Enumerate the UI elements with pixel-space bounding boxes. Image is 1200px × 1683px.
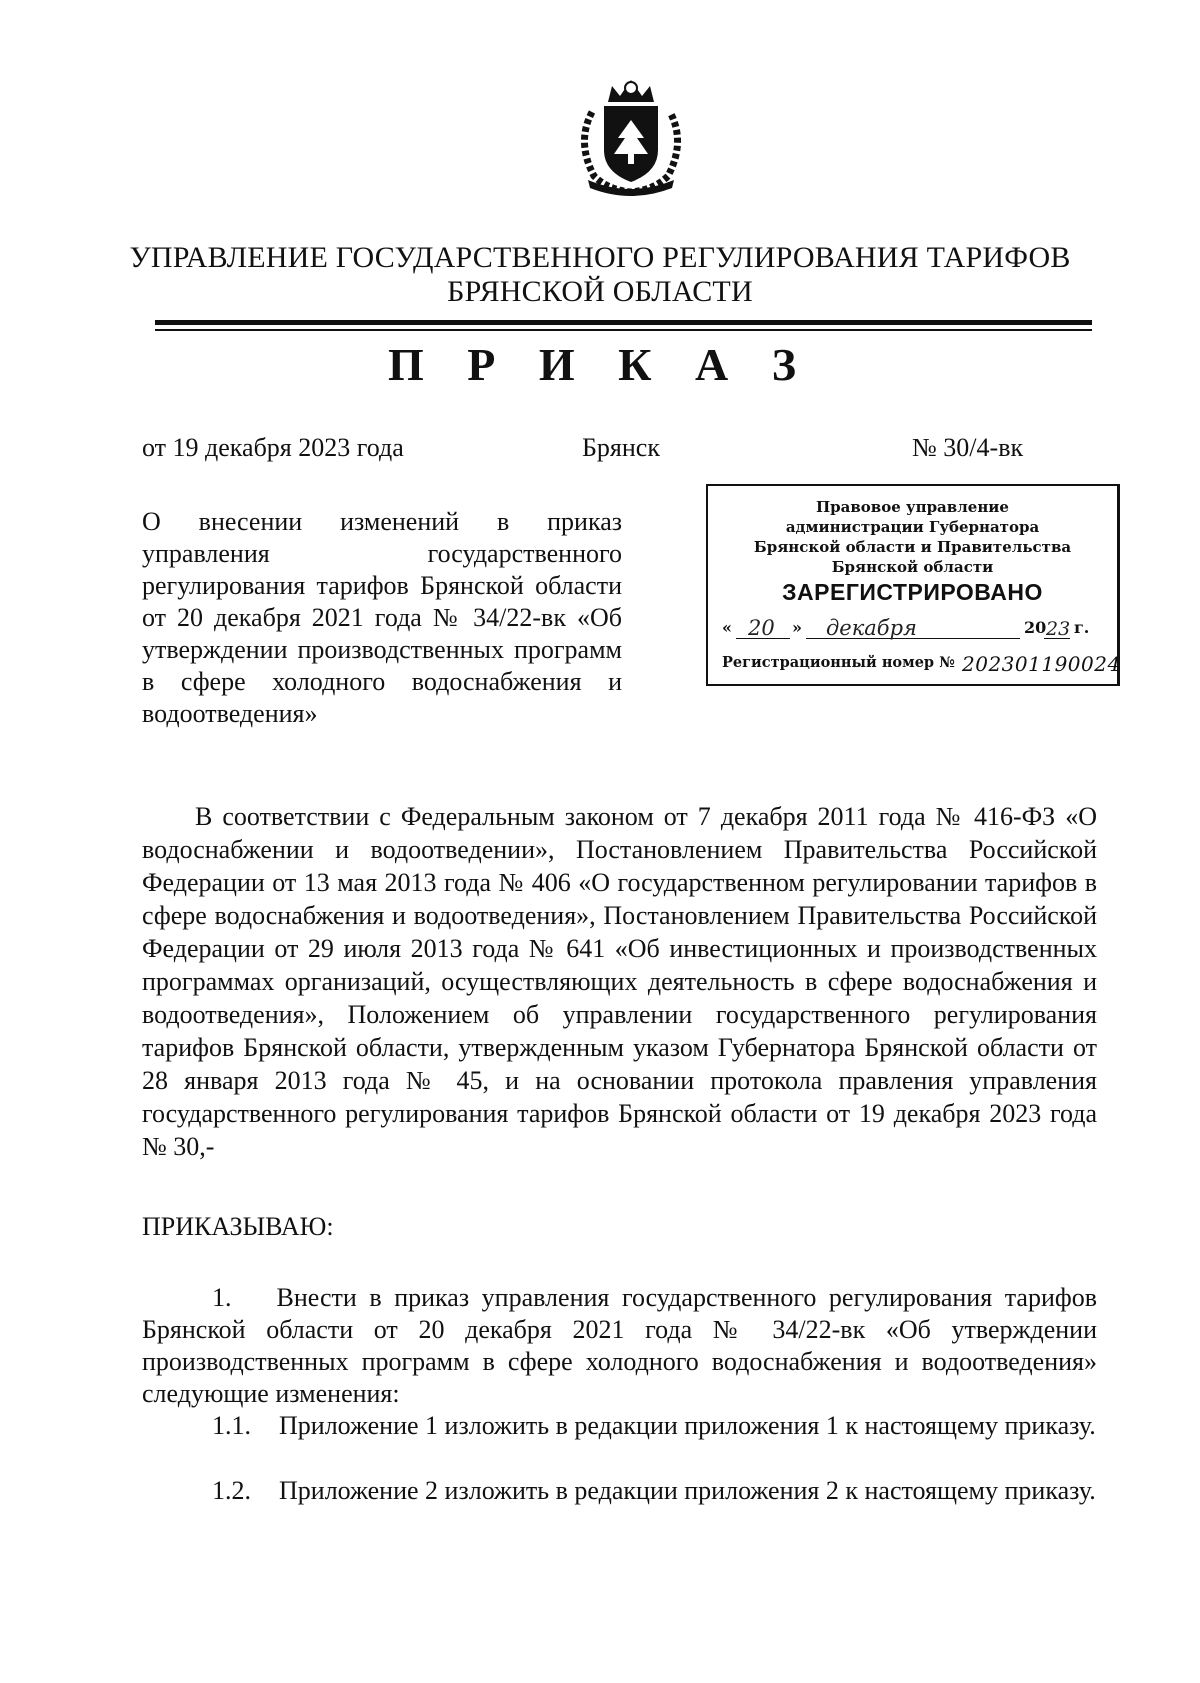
organization-name-line1: УПРАВЛЕНИЕ ГОСУДАРСТВЕННОГО РЕГУЛИРОВАНИЯ ТАРИФОВ [129, 241, 1071, 274]
header-divider-thin [155, 329, 1092, 331]
item-text: Приложение 2 изложить в редакции приложения 2 к настоящему приказу. [279, 1476, 1096, 1505]
stamp-handwritten-month: декабря [826, 616, 917, 640]
registration-stamp [706, 484, 1120, 686]
decree-item-1-2 [142, 1475, 1097, 1507]
decree-heading: ПРИКАЗЫВАЮ: [142, 1212, 334, 1241]
stamp-registered-label: ЗАРЕГИСТРИРОВАНО [782, 579, 1043, 605]
document-city: Брянск [582, 433, 660, 462]
stamp-line: Правовое управление [816, 498, 1009, 516]
stamp-year-underline [1044, 638, 1070, 639]
item-number: 1. [212, 1283, 232, 1312]
item-number: 1.2. [212, 1476, 251, 1505]
document-title: П Р И К А З [387, 339, 812, 390]
stamp-year-unit: г. [1074, 618, 1090, 637]
stamp-quote-open: « [722, 618, 732, 637]
stamp-regnum-label: Регистрационный номер № [722, 654, 955, 671]
document-number: № 30/4-вк [912, 433, 1024, 462]
stamp-line: администрации Губернатора [785, 518, 1040, 536]
header-divider-thick [155, 320, 1092, 325]
stamp-line: Брянской области и Правительства [753, 538, 1072, 556]
item-text: Приложение 1 изложить в редакции приложения 1 к настоящему приказу. [279, 1411, 1096, 1440]
stamp-date-row [722, 612, 1108, 644]
stamp-quote-close: » [792, 618, 802, 637]
bryansk-coat-of-arms-icon [568, 72, 694, 198]
item-number: 1.1. [212, 1411, 251, 1440]
organization-name-line2: БРЯНСКОЙ ОБЛАСТИ [447, 275, 753, 308]
document-subject: О внесении изменений в приказ управления государственного регулирования тарифов Брянской области от 20 декабря 2021 года № 34/22-вк «Об утверждении производственных программ в сфере холодного водоснабжения и водоотведения» [142, 507, 622, 728]
stamp-line: Брянской области [831, 558, 994, 576]
document-date: от 19 декабря 2023 года [142, 433, 404, 462]
decree-item-1 [142, 1282, 1097, 1410]
preamble-paragraph: В соответствии с Федеральным законом от 7 декабря 2011 года № 416-ФЗ «О водоснабжении и водоотведении», Постановлением Правительства Российской Федерации от 13 мая 2013 года № 406 «О государственном регулировании тарифов в сфере водоснабжения и водоотведения», Постановлением Правительства Российской Федерации от 29 июля 2013 года № 641 «Об инвестиционных и производственных программах организаций, осуществляющих деятельность в сфере водоснабжения и водоотведения», Положением об управлении государственного регулирования тарифов Брянской области, утвержденным указом Губернатора Брянской области от 28 января 2013 года № 45, и на основании протокола правления управления государственного регулирования тарифов Брянской области от 19 декабря 2023 года № 30,- [142, 802, 1097, 1161]
stamp-handwritten-day: 20 [748, 616, 775, 640]
stamp-handwritten-regnum: 202301190024 [962, 652, 1121, 676]
stamp-handwritten-year: 23 [1046, 618, 1071, 640]
stamp-regnum-row [722, 650, 1121, 678]
item-text: Внести в приказ управления государственного регулирования тарифов Брянской области от 20 декабря 2021 года № 34/22-вк «Об утверждении производственных программ в сфере холодного водоснабжения и водоотведения» следующие изменения: [142, 1283, 1097, 1408]
decree-item-1-1 [142, 1410, 1097, 1442]
stamp-year-prefix: 20 [1024, 618, 1047, 637]
